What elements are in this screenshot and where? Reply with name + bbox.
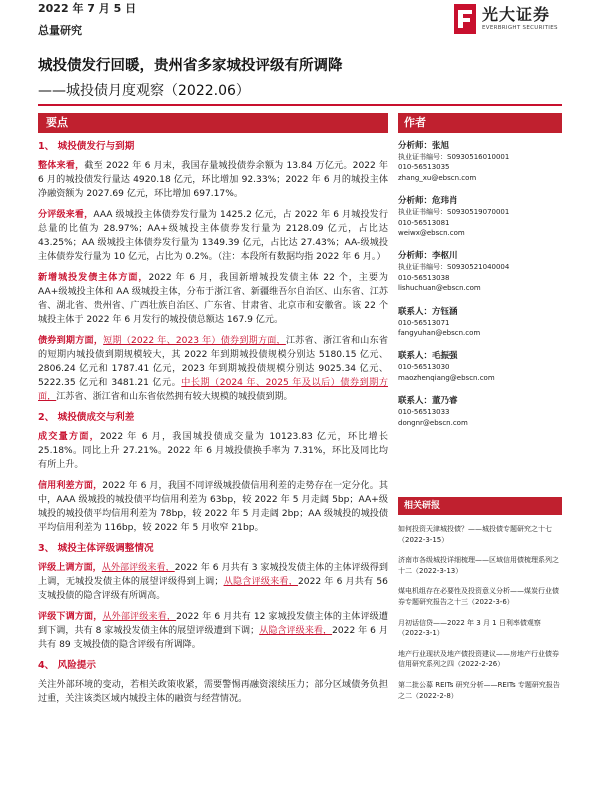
contact-card: [398, 306, 562, 339]
contact-phone: 010-56513030: [398, 363, 450, 372]
related-report-link[interactable]: 地产行业现状及地产债投资建议——房地产行业债券信用研究系列之四（2022-2-26）: [398, 649, 559, 669]
section-heading-rating: 3、 城投主体评级调整情况: [38, 543, 154, 554]
paragraph-downgrades: 评级下调方面，从外部评级来看，2022 年 6 月共有 12 家城投发债主体的主体评级遭到下调，共有 8 家城投发债主体的展望评级遭到下调；从隐含评级来看，2022 年 6 月共有 89 支城投债的隐含评级有所调降。: [38, 612, 388, 650]
keyword: 评级下调方面，: [38, 612, 103, 622]
section-heading-trading: 2、 城投债成交与利差: [38, 412, 135, 423]
title-divider: [38, 104, 562, 106]
keyword: 分评级来看，: [38, 210, 94, 220]
analyst-name: 分析师：危玮肖: [398, 196, 458, 207]
logo-name-en: EVERBRIGHT SECURITIES: [482, 25, 558, 31]
contact-email[interactable]: dongnr@ebscn.com: [398, 418, 468, 427]
author-header: 作者: [398, 113, 562, 133]
logo-name-cn: 光大证券: [482, 5, 551, 24]
section-heading-issuance: 1、 城投债发行与到期: [38, 141, 135, 152]
report-category: 总量研究: [38, 24, 82, 37]
paragraph-volume: 成交量方面，2022 年 6 月，我国城投债成交量为 10123.83 亿元，环比增长 25.18%。同比上升 27.21%。2022 年 6 月城投债换手率为 7.31%，环比及同比均有所上升。: [38, 432, 388, 470]
analyst-name: 分析师：张旭: [398, 141, 450, 151]
company-logo: [454, 4, 558, 34]
keyword: 成交量方面，: [38, 432, 100, 442]
contact-name: 联系人：方钰涵: [398, 306, 458, 317]
key-points-body: [38, 140, 388, 713]
page-title: 城投债发行回暖，贵州省多家城投评级有所调降: [38, 58, 343, 74]
related-reports-list: [398, 524, 562, 711]
contact-phone: 010-56513071: [398, 318, 450, 327]
keyword: 信用利差方面，: [38, 481, 103, 491]
section-heading-risk: 4、 风险提示: [38, 660, 96, 671]
analyst-name: 分析师：李枢川: [398, 251, 458, 262]
paragraph-upgrades: 评级上调方面，从外部评级来看，2022 年 6 月共有 3 家城投发债主体的主体评级得到上调，无城投发债主体的展望评级得到上调；从隐含评级来看，2022 年 6 月共有 56 支城投债的隐含评级有所调高。: [38, 563, 388, 601]
paragraph-new-issuers: 新增城投发债主体方面，2022 年 6 月，我国新增城投发债主体 22 个，主要为 AA+级城投主体和 AA 级城投主体，分布于浙江省、新疆维吾尔自治区、山东省、江苏省、湖北省、贵州省、广西壮族自治区、广东省、甘肃省、北京市和安徽省。该 22 个城投主体于 2022 年 6 月发行的城投债总额达 167.9 亿元。: [38, 273, 388, 325]
keyword: 整体来看，: [38, 161, 85, 171]
related-reports-header: 相关研报: [398, 497, 562, 515]
analyst-email[interactable]: zhang_xu@ebscn.com: [398, 173, 477, 182]
paragraph-maturity: 债券到期方面，短期（2022 年、2023 年）债券到期方面，江苏省、浙江省和山东省的短期内城投债到期规模较大，其 2022 年到期城投债规模分别达 5180.15 亿元、2806.24 亿元和 1787.41 亿元，2023 年到期城投债规模分别达 9025.34 亿元、5222.35 亿元和 3481.21 亿元。中长期（2024 年、2025 年及以后）债券到期方面，江苏省、浙江省和山东省依然拥有较大规模的城投债到期。: [38, 336, 388, 402]
contact-email[interactable]: maozhenqiang@ebscn.com: [398, 373, 495, 382]
related-report-link[interactable]: 第二批公募 REITs 研究分析——REITs 专题研究报告之二（2022-2-8）: [398, 680, 560, 700]
related-report-link[interactable]: 月初话信贷——2022 年 3 月 1 日利率债观察（2022-3-1）: [398, 618, 541, 638]
contact-phone: 010-56513033: [398, 408, 450, 417]
contact-email[interactable]: fangyuhan@ebscn.com: [398, 329, 481, 338]
analyst-card: [398, 140, 562, 183]
paragraph-by-rating: 分评级来看，AAA 级城投主体债券发行量为 1425.2 亿元，占 2022 年 6 月城投发行总量的比值为 28.97%；AA+级城投主体债券发行量为 2128.09 亿元，占比达 43.25%；AA 级城投主体债券发行量为 1349.39 亿元，占比达 27.43%；AA-级城投主体债券发行量为 10 亿元，占比为 0.2%。（注：本段所有数据均指 2022 年 6 月。）: [38, 210, 388, 262]
analyst-cert: 执业证书编号：S0930519070001: [398, 208, 510, 217]
analyst-phone: 010-56513081: [398, 218, 450, 227]
analyst-phone: 010-56513035: [398, 163, 450, 172]
contact-name: 联系人：毛振强: [398, 351, 458, 362]
analyst-card: [398, 250, 562, 293]
logo-mark-icon: [454, 4, 476, 34]
author-list: [398, 140, 562, 440]
key-points-header: 要点: [38, 113, 388, 133]
analyst-email[interactable]: lishuchuan@ebscn.com: [398, 284, 481, 293]
related-report-link[interactable]: 济南市各级城投详细梳理——区域信用债梳理系列之十二（2022-3-13）: [398, 556, 559, 575]
analyst-card: [398, 195, 562, 238]
analyst-cert: 执业证书编号：S0930521040004: [398, 263, 510, 272]
contact-card: [398, 395, 562, 428]
paragraph-spread: 信用利差方面，2022 年 6 月，我国不同评级城投债信用利差的走势存在一定分化。其中，AAA 级城投的城投债平均信用利差为 63bp，较 2022 年 5 月走阔 5bp；AA+级城投的城投债平均信用利差为 78bp，较 2022 年 5 月走阔 2bp；AA 级城投的城投债平均信用利差为 116bp，较 2022 年 5 月收窄 21bp。: [38, 481, 388, 533]
page-subtitle: ——城投债月度观察（2022.06）: [38, 83, 250, 99]
keyword: 债券到期方面，: [38, 336, 104, 346]
contact-name: 联系人：董乃睿: [398, 396, 458, 407]
paragraph-risk: 关注外部环境的变动，若相关政策收紧，需要警惕再融资滚续压力；部分区域债务负担过重，关注该类区域内城投主体的融资与经营情况。: [38, 680, 388, 704]
related-report-link[interactable]: 如何投资天津城投债？——城投债专题研究之十七（2022-3-15）: [398, 525, 552, 544]
keyword: 评级上调方面，: [38, 563, 102, 573]
contact-card: [398, 350, 562, 383]
keyword: 新增城投发债主体方面，: [38, 273, 149, 283]
analyst-email[interactable]: weiwx@ebscn.com: [398, 229, 465, 238]
related-report-link[interactable]: 煤电机组存在必要性及投资意义分析——煤炭行业债券专题研究报告之十三（2022-3-6）: [398, 587, 559, 606]
report-date: 2022 年 7 月 5 日: [38, 2, 137, 15]
analyst-phone: 010-56513038: [398, 273, 450, 282]
analyst-cert: 执业证书编号：S0930516010001: [398, 153, 510, 161]
paragraph-overall: 整体来看，截至 2022 年 6 月末，我国存量城投债券余额为 13.84 万亿元。2022 年 6 月的城投债发行量达 4920.18 亿元，环比增加 92.33%；2022 年 6 月的城投主体净融资额为 2027.69 亿元，环比增加 697.17%。: [38, 161, 388, 199]
